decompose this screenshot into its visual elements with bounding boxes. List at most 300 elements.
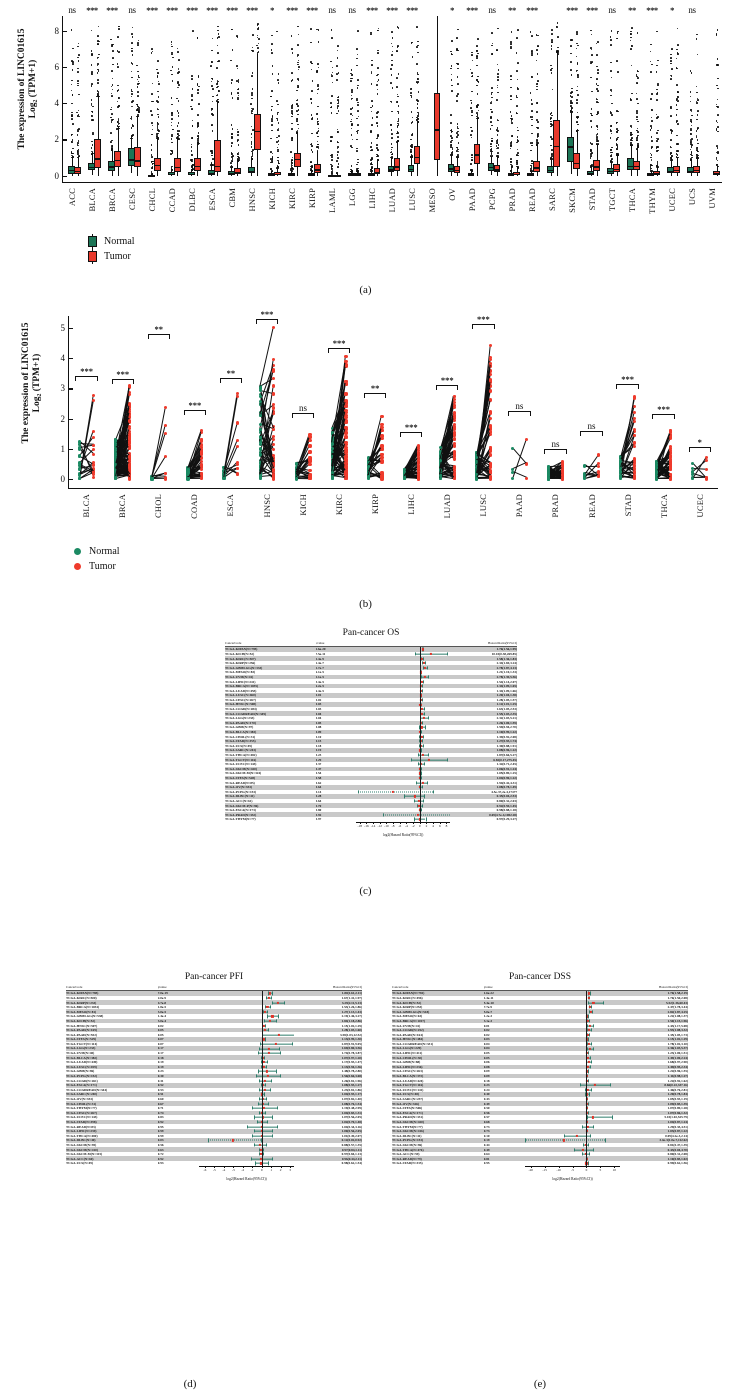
panel-b-ylabel-line2: Log₂ (TPM+1) bbox=[32, 353, 42, 413]
box-outlier bbox=[297, 64, 299, 66]
panel-b-x-label: KICH bbox=[297, 494, 308, 516]
panel-b-category-group bbox=[682, 316, 718, 488]
box-outlier bbox=[517, 130, 519, 132]
box-outlier bbox=[376, 138, 378, 140]
panel-a-category-group bbox=[163, 16, 183, 182]
box-outlier bbox=[111, 119, 113, 121]
box-outlier bbox=[78, 140, 80, 142]
pvalue-cell: 0.29 bbox=[316, 757, 357, 762]
significance-marker: *** bbox=[586, 5, 598, 15]
box-outlier bbox=[218, 33, 220, 35]
box-outlier bbox=[332, 169, 334, 171]
box-outlier bbox=[132, 54, 134, 56]
tumor-point bbox=[92, 444, 95, 447]
box-outlier bbox=[398, 105, 400, 107]
box-outlier bbox=[536, 111, 538, 113]
box-outlier bbox=[351, 95, 353, 97]
panel-a-x-label: OV bbox=[447, 188, 457, 201]
tumor-point bbox=[453, 445, 456, 448]
box-outlier bbox=[151, 167, 153, 169]
normal-point bbox=[78, 477, 81, 480]
box-outlier bbox=[158, 96, 160, 98]
tumor-point bbox=[272, 443, 275, 446]
box-outlier bbox=[357, 124, 359, 126]
box-outlier bbox=[490, 109, 492, 111]
tumor-point bbox=[128, 436, 131, 439]
tumor-point bbox=[417, 466, 420, 469]
box-outlier bbox=[576, 102, 578, 104]
box-outlier bbox=[531, 166, 533, 168]
panel-b-category-group bbox=[538, 316, 574, 488]
box-outlier bbox=[330, 102, 332, 104]
box-outlier bbox=[231, 152, 233, 154]
box-outlier bbox=[231, 136, 233, 138]
box-whisker bbox=[437, 160, 438, 175]
box-outlier bbox=[376, 144, 378, 146]
tumor-point bbox=[417, 454, 420, 457]
box-outlier bbox=[357, 79, 359, 81]
box-outlier bbox=[131, 116, 133, 118]
box-outlier bbox=[237, 134, 239, 136]
box-outlier bbox=[217, 30, 219, 32]
cancer-code-cell: TCGA-BRCA(N=1035) bbox=[225, 684, 316, 689]
box-outlier bbox=[717, 99, 719, 101]
box-outlier bbox=[218, 36, 220, 38]
panel-a-x-label: ESCA bbox=[207, 188, 217, 211]
box-whisker bbox=[691, 173, 692, 175]
tumor-point bbox=[453, 434, 456, 437]
panel-a-category-group bbox=[83, 16, 103, 182]
box-outlier bbox=[456, 156, 458, 158]
tumor-point bbox=[92, 453, 95, 456]
box-outlier bbox=[211, 50, 213, 52]
ci-cap bbox=[414, 818, 415, 821]
box-outlier bbox=[636, 137, 638, 139]
box-outlier bbox=[171, 41, 173, 43]
legend-item bbox=[88, 236, 135, 247]
box-outlier bbox=[550, 65, 552, 67]
box-outlier bbox=[631, 127, 633, 129]
significance-marker: * bbox=[450, 5, 454, 15]
box-outlier bbox=[77, 71, 79, 73]
panel-a-x-label: THCA bbox=[627, 188, 637, 212]
box-outlier bbox=[377, 67, 379, 69]
tumor-point bbox=[200, 457, 203, 460]
panel-a-x-label: LUSC bbox=[407, 188, 417, 211]
significance-bracket bbox=[364, 393, 386, 398]
box-outlier bbox=[77, 46, 79, 48]
box-median bbox=[693, 170, 700, 171]
box-outlier bbox=[550, 118, 552, 120]
tumor-point bbox=[453, 438, 456, 441]
tumor-point bbox=[489, 425, 492, 428]
box-outlier bbox=[530, 31, 532, 33]
box-outlier bbox=[717, 78, 719, 80]
box-outlier bbox=[451, 137, 453, 139]
box-median bbox=[587, 173, 594, 174]
box-outlier bbox=[590, 153, 592, 155]
box-whisker bbox=[557, 53, 558, 120]
panel-a-x-label: LAML bbox=[327, 188, 337, 213]
tumor-point bbox=[272, 406, 275, 409]
box-outlier bbox=[391, 111, 393, 113]
box-outlier bbox=[511, 169, 513, 171]
box-outlier bbox=[377, 50, 379, 52]
box-whisker bbox=[92, 170, 93, 175]
box-outlier bbox=[78, 60, 80, 62]
box-outlier bbox=[198, 86, 200, 88]
box-outlier bbox=[117, 85, 119, 87]
box-outlier bbox=[317, 136, 319, 138]
significance-bracket bbox=[616, 384, 638, 389]
box-outlier bbox=[630, 99, 632, 101]
significance-marker: ns bbox=[128, 5, 136, 15]
hazard-ratio-cell: 1.58(1.36,1.83) bbox=[450, 656, 517, 661]
box-outlier bbox=[371, 142, 373, 144]
box-outlier bbox=[270, 168, 272, 170]
significance-marker: *** bbox=[621, 373, 634, 384]
box-outlier bbox=[471, 111, 473, 113]
box-outlier bbox=[356, 48, 358, 50]
panel-a-category-group bbox=[323, 16, 343, 182]
cancer-code-cell: TCGA-COAD(N=284) bbox=[225, 707, 257, 712]
box-outlier bbox=[596, 78, 598, 80]
box-outlier bbox=[458, 151, 460, 153]
box-outlier bbox=[278, 140, 280, 142]
box-outlier bbox=[172, 152, 174, 154]
significance-marker: *** bbox=[116, 369, 130, 380]
box-outlier bbox=[370, 159, 372, 161]
box-outlier bbox=[452, 151, 454, 153]
box-outlier bbox=[138, 81, 140, 83]
panel-a-x-label: BLCA bbox=[87, 188, 97, 212]
ci-cap bbox=[426, 818, 427, 821]
pvalue-cell: 0.14 bbox=[315, 789, 322, 794]
hazard-ratio-point bbox=[414, 795, 416, 797]
significance-bracket bbox=[544, 449, 566, 454]
box-whisker bbox=[571, 111, 572, 137]
box-outlier bbox=[717, 29, 719, 31]
box-outlier bbox=[617, 155, 619, 157]
box-outlier bbox=[251, 137, 253, 139]
tumor-point bbox=[453, 406, 456, 409]
box-outlier bbox=[657, 150, 659, 152]
box-whisker bbox=[78, 157, 79, 167]
ci-cap bbox=[418, 763, 419, 766]
box-outlier bbox=[210, 65, 212, 67]
box-outlier bbox=[277, 104, 279, 106]
ci-cap bbox=[358, 790, 359, 793]
box-outlier bbox=[251, 113, 253, 115]
significance-marker: *** bbox=[406, 5, 418, 15]
box-outlier bbox=[178, 112, 180, 114]
box-outlier bbox=[357, 170, 359, 172]
box-outlier bbox=[410, 149, 412, 151]
tumor-point bbox=[308, 477, 311, 480]
box-median bbox=[354, 175, 361, 176]
box-outlier bbox=[457, 29, 459, 31]
box-outlier bbox=[590, 62, 592, 64]
box-outlier bbox=[171, 104, 173, 106]
box-outlier bbox=[576, 56, 578, 58]
box-outlier bbox=[471, 130, 473, 132]
box-outlier bbox=[657, 138, 659, 140]
box-outlier bbox=[151, 93, 153, 95]
tumor-point bbox=[164, 432, 167, 435]
box-median bbox=[713, 173, 720, 174]
box-outlier bbox=[510, 75, 512, 77]
box-outlier bbox=[298, 109, 300, 111]
tumor-point bbox=[128, 477, 131, 480]
cancer-code-cell: TCGA-STAD(N=355) bbox=[225, 739, 316, 744]
box-whisker bbox=[451, 172, 452, 176]
box-outlier bbox=[616, 38, 618, 40]
box-outlier bbox=[97, 35, 99, 37]
box-outlier bbox=[677, 44, 679, 46]
tumor-point bbox=[308, 451, 311, 454]
box-outlier bbox=[451, 85, 453, 87]
box-outlier bbox=[178, 122, 180, 124]
box-outlier bbox=[297, 114, 299, 116]
box-outlier bbox=[617, 111, 619, 113]
box-outlier bbox=[470, 134, 472, 136]
box-outlier bbox=[198, 135, 200, 137]
hazard-ratio-point bbox=[420, 690, 422, 692]
box-outlier bbox=[617, 131, 619, 133]
box-outlier bbox=[410, 150, 412, 152]
box-outlier bbox=[416, 26, 418, 28]
pvalue-cell: 2.6e-20 bbox=[316, 647, 357, 652]
box-outlier bbox=[337, 151, 339, 153]
box-outlier bbox=[596, 125, 598, 127]
box-outlier bbox=[71, 157, 73, 159]
box-outlier bbox=[477, 76, 479, 78]
box-outlier bbox=[696, 119, 698, 121]
box-outlier bbox=[391, 43, 393, 45]
box-outlier bbox=[171, 118, 173, 120]
normal-point bbox=[150, 477, 153, 480]
box-outlier bbox=[191, 144, 193, 146]
panel-a-category-group bbox=[383, 16, 403, 182]
box-outlier bbox=[476, 57, 478, 59]
box-outlier bbox=[691, 115, 693, 117]
tumor-point bbox=[633, 420, 636, 423]
box-outlier bbox=[376, 156, 378, 158]
box-outlier bbox=[450, 135, 452, 137]
box-outlier bbox=[371, 60, 373, 62]
box-outlier bbox=[497, 87, 499, 89]
boxplot-tumor bbox=[553, 120, 560, 167]
box-outlier bbox=[357, 162, 359, 164]
box-outlier bbox=[498, 144, 500, 146]
panel-b-category-group bbox=[141, 316, 177, 488]
cancer-code-cell: TCGA-KIRC(N=507) bbox=[225, 656, 316, 661]
box-outlier bbox=[72, 148, 74, 150]
box-outlier bbox=[291, 170, 293, 172]
box-outlier bbox=[117, 66, 119, 68]
box-outlier bbox=[298, 34, 300, 36]
box-outlier bbox=[417, 103, 419, 105]
box-outlier bbox=[97, 72, 99, 74]
pvalue-cell: 0.19 bbox=[316, 748, 357, 753]
panel-a-x-label: STAD bbox=[587, 188, 597, 211]
box-outlier bbox=[291, 128, 293, 130]
paired-connector bbox=[513, 448, 527, 464]
box-outlier bbox=[271, 120, 273, 122]
box-outlier bbox=[318, 130, 320, 132]
hazard-ratio-point bbox=[417, 814, 419, 816]
boxplot-tumor bbox=[134, 147, 141, 168]
box-whisker bbox=[177, 138, 178, 158]
box-outlier bbox=[357, 104, 359, 106]
box-outlier bbox=[351, 74, 353, 76]
tumor-point bbox=[597, 465, 600, 468]
normal-point bbox=[403, 476, 406, 479]
box-outlier bbox=[338, 110, 340, 112]
cancer-code-cell: TCGA-DLBC(N=41) bbox=[225, 794, 316, 799]
box-outlier bbox=[338, 163, 340, 165]
box-outlier bbox=[237, 36, 239, 38]
panel-a-x-label: BRCA bbox=[107, 188, 117, 212]
tumor-point bbox=[561, 477, 564, 480]
box-outlier bbox=[577, 94, 579, 96]
box-outlier bbox=[396, 51, 398, 53]
box-whisker bbox=[92, 154, 93, 163]
box-outlier bbox=[157, 76, 159, 78]
box-outlier bbox=[537, 46, 539, 48]
box-outlier bbox=[697, 99, 699, 101]
box-outlier bbox=[616, 138, 618, 140]
box-outlier bbox=[537, 80, 539, 82]
significance-marker: ns bbox=[587, 420, 596, 431]
box-outlier bbox=[570, 53, 572, 55]
box-outlier bbox=[490, 102, 492, 104]
hazard-ratio-point bbox=[424, 676, 426, 678]
box-outlier bbox=[716, 34, 718, 36]
panel-b-category-group bbox=[394, 316, 430, 488]
box-outlier bbox=[132, 36, 134, 38]
tumor-point bbox=[489, 358, 492, 361]
panel-a-category-group bbox=[502, 16, 522, 182]
tumor-point bbox=[128, 427, 131, 430]
box-median bbox=[174, 167, 181, 168]
box-outlier bbox=[490, 143, 492, 145]
box-outlier bbox=[536, 60, 538, 62]
pvalue-cell: 0.03 bbox=[316, 702, 357, 707]
box-outlier bbox=[610, 70, 612, 72]
ci-cap bbox=[423, 799, 424, 802]
box-outlier bbox=[192, 30, 194, 32]
box-outlier bbox=[151, 144, 153, 146]
significance-bracket bbox=[112, 379, 134, 384]
box-outlier bbox=[696, 34, 698, 36]
box-outlier bbox=[217, 101, 219, 103]
panel-b-y-tick: 2 bbox=[61, 414, 70, 424]
panel-b-x-label: UCEC bbox=[694, 494, 705, 518]
box-outlier bbox=[211, 110, 213, 112]
box-outlier bbox=[537, 137, 539, 139]
box-median bbox=[434, 129, 441, 130]
box-outlier bbox=[531, 99, 533, 101]
hazard-ratio-cell: 2.78(1.87,4.13) bbox=[450, 665, 517, 670]
tumor-point bbox=[525, 477, 528, 480]
box-outlier bbox=[651, 127, 653, 129]
box-outlier bbox=[552, 89, 554, 91]
box-median bbox=[547, 170, 554, 171]
hazard-ratio-point bbox=[421, 648, 423, 650]
box-outlier bbox=[591, 108, 593, 110]
normal-point bbox=[331, 475, 334, 478]
box-outlier bbox=[611, 77, 613, 79]
box-outlier bbox=[471, 54, 473, 56]
box-outlier bbox=[311, 165, 313, 167]
box-outlier bbox=[512, 135, 514, 137]
box-outlier bbox=[397, 101, 399, 103]
box-median bbox=[168, 174, 175, 175]
box-outlier bbox=[492, 155, 494, 157]
tumor-point bbox=[128, 447, 131, 450]
box-outlier bbox=[156, 100, 158, 102]
box-whisker bbox=[197, 171, 198, 176]
box-outlier bbox=[191, 108, 193, 110]
ci-cap bbox=[422, 804, 423, 807]
box-outlier bbox=[456, 95, 458, 97]
box-outlier bbox=[157, 60, 159, 62]
box-outlier bbox=[417, 121, 419, 123]
panel-a-x-label: MESO bbox=[427, 188, 437, 213]
normal-point bbox=[475, 477, 478, 480]
box-outlier bbox=[312, 151, 314, 153]
box-outlier bbox=[337, 99, 339, 101]
box-whisker bbox=[571, 162, 572, 174]
box-outlier bbox=[356, 118, 358, 120]
box-outlier bbox=[351, 69, 353, 71]
box-outlier bbox=[72, 63, 74, 65]
box-outlier bbox=[91, 64, 93, 66]
box-outlier bbox=[112, 78, 114, 80]
box-outlier bbox=[91, 85, 93, 87]
panel-b-category-group bbox=[285, 316, 321, 488]
box-outlier bbox=[657, 161, 659, 163]
box-outlier bbox=[577, 117, 579, 119]
hazard-ratio-point bbox=[430, 653, 432, 655]
box-outlier bbox=[78, 128, 80, 130]
pvalue-cell: 0.64 bbox=[315, 798, 322, 803]
box-outlier bbox=[317, 113, 319, 115]
box-outlier bbox=[292, 137, 294, 139]
box-outlier bbox=[631, 27, 633, 29]
box-outlier bbox=[371, 157, 373, 159]
box-median bbox=[374, 172, 381, 173]
box-outlier bbox=[352, 139, 354, 141]
panel-b-category-group bbox=[646, 316, 682, 488]
significance-marker: ns bbox=[515, 401, 524, 412]
panel-b-x-label: PAAD bbox=[514, 494, 525, 518]
box-outlier bbox=[590, 166, 592, 168]
boxplot-tumor bbox=[254, 114, 261, 150]
box-outlier bbox=[497, 139, 499, 141]
panel-a-category-group bbox=[183, 16, 203, 182]
panel-a-x-label: THYM bbox=[647, 188, 657, 214]
box-outlier bbox=[697, 139, 699, 141]
cancer-code-cell: TCGA-ACC(N=61) bbox=[225, 798, 253, 803]
box-median bbox=[188, 174, 195, 175]
box-outlier bbox=[396, 77, 398, 79]
box-outlier bbox=[337, 50, 339, 52]
panel-b-category-group bbox=[69, 316, 105, 488]
box-median bbox=[134, 160, 141, 161]
boxplot-tumor bbox=[434, 93, 441, 160]
